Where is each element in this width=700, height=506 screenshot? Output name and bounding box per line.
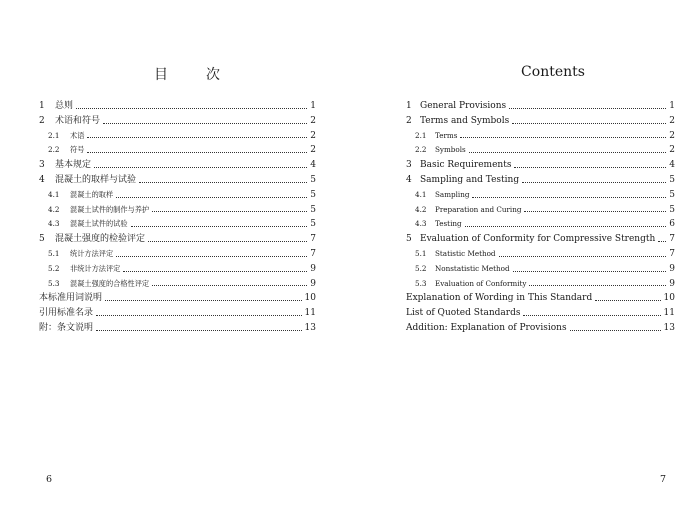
- toc-entry-page: 5: [310, 174, 316, 185]
- toc-entry-label: 混凝土试件的试验: [70, 219, 128, 229]
- toc-entry-page: 9: [310, 263, 316, 274]
- page-title-chinese: [36, 64, 338, 84]
- toc-entry-page: 1: [669, 101, 675, 111]
- toc-entry-number: 5.1: [48, 248, 60, 258]
- toc-entry: [406, 114, 675, 129]
- toc-list-english: [406, 99, 675, 336]
- toc-entry-page: 7: [310, 248, 316, 259]
- toc-entry-page: 13: [663, 322, 675, 333]
- toc-entry: [406, 173, 675, 188]
- toc-entry-label: 总则: [55, 101, 74, 111]
- toc-entry-label: 混凝土强度的合格性评定: [70, 278, 150, 288]
- toc-entry-label: 基本规定: [55, 160, 92, 171]
- toc-entry-label: 混凝土的取样: [70, 189, 114, 199]
- toc-entry: [39, 232, 316, 247]
- toc-entry-page: 4: [669, 160, 675, 171]
- toc-entry-number: 5.2: [48, 263, 60, 273]
- toc-entry-label: 引用标准名录: [39, 308, 94, 319]
- toc-entry-label: 混凝土强度的检验评定: [55, 234, 146, 245]
- toc-entry-page: 2: [310, 130, 316, 141]
- toc-entry-page: 2: [310, 115, 316, 126]
- toc-entry-number: 5: [406, 234, 412, 245]
- toc-entry-number: 1: [39, 101, 45, 111]
- toc-entry-label: 术语和符号: [55, 115, 101, 126]
- toc-entry-number: 5.3: [415, 278, 427, 288]
- toc-entry-page: 7: [669, 248, 675, 259]
- toc-entry-number: 4.2: [415, 204, 427, 214]
- toc-entry: [39, 262, 316, 277]
- toc-entry-label: Basic Requirements: [420, 160, 512, 171]
- toc-entry-label: Terms: [435, 130, 458, 140]
- toc-leader-dots: [460, 137, 666, 138]
- toc-entry-label: List of Quoted Standards: [406, 308, 521, 319]
- toc-entry-number: 4.2: [48, 204, 60, 214]
- right-page: [350, 0, 700, 506]
- toc-leader-dots: [148, 241, 307, 242]
- toc-leader-dots: [94, 167, 307, 168]
- toc-entry-label: Sampling and Testing: [420, 174, 520, 185]
- toc-entry-label: 非统计方法评定: [70, 263, 121, 273]
- toc-leader-dots: [152, 211, 307, 212]
- toc-entry-number: 5: [39, 234, 45, 245]
- toc-leader-dots: [472, 197, 666, 198]
- toc-leader-dots: [512, 123, 666, 124]
- toc-entry: [406, 143, 675, 158]
- toc-leader-dots: [105, 300, 302, 301]
- toc-leader-dots: [514, 167, 666, 168]
- toc-entry: [39, 291, 316, 306]
- page-number: 6: [46, 474, 53, 485]
- toc-entry: [39, 277, 316, 292]
- toc-entry-page: 9: [669, 278, 675, 289]
- toc-entry-label: Terms and Symbols: [420, 115, 510, 126]
- toc-entry-label: General Provisions: [420, 101, 507, 111]
- toc-entry-label: Evaluation of Conformity: [435, 278, 527, 288]
- toc-entry-number: 2.2: [415, 145, 427, 155]
- toc-entry-label: 术语: [70, 130, 85, 140]
- toc-entry-label: Symbols: [435, 145, 466, 155]
- toc-entry-page: 4: [310, 160, 316, 171]
- toc-leader-dots: [116, 197, 307, 198]
- toc-entry-label: Testing: [435, 219, 462, 229]
- toc-entry-number: 4: [406, 174, 412, 185]
- toc-leader-dots: [103, 123, 307, 124]
- toc-entry-label: Nonstatistic Method: [435, 263, 510, 273]
- toc-entry-number: 2: [406, 115, 412, 126]
- toc-leader-dots: [570, 330, 661, 331]
- toc-leader-dots: [87, 137, 307, 138]
- toc-entry: [406, 277, 675, 292]
- toc-entry-number: 5.2: [415, 263, 427, 273]
- toc-entry: [406, 203, 675, 218]
- toc-entry: [406, 158, 675, 173]
- toc-entry-label: Statistic Method: [435, 248, 496, 258]
- toc-entry-label: Addition: Explanation of Provisions: [406, 322, 567, 333]
- toc-entry-number: 2.1: [48, 130, 60, 140]
- toc-entry: [39, 143, 316, 158]
- toc-entry-page: 2: [669, 145, 675, 156]
- toc-entry-number: 4: [39, 174, 45, 185]
- toc-entry-page: 2: [669, 115, 675, 126]
- toc-entry-number: 2.1: [415, 130, 427, 140]
- toc-entry: [39, 114, 316, 129]
- toc-entry-page: 5: [310, 219, 316, 230]
- toc-entry-page: 9: [669, 263, 675, 274]
- toc-entry-page: 5: [669, 189, 675, 200]
- toc-leader-dots: [96, 315, 302, 316]
- toc-entry: [39, 217, 316, 232]
- toc-entry-number: 2.2: [48, 145, 60, 155]
- toc-entry: [39, 158, 316, 173]
- toc-entry-number: 4.3: [415, 219, 427, 229]
- toc-entry-label: 本标准用词说明: [39, 293, 103, 304]
- toc-entry-page: 5: [669, 174, 675, 185]
- toc-entry: [406, 262, 675, 277]
- toc-entry-page: 6: [669, 219, 675, 230]
- toc-entry-page: 7: [669, 234, 675, 245]
- toc-entry-number: 1: [406, 101, 412, 111]
- toc-leader-dots: [509, 108, 666, 109]
- toc-entry-label: 混凝土试件的制作与养护: [70, 204, 150, 214]
- toc-leader-dots: [76, 108, 307, 109]
- toc-entry: [39, 306, 316, 321]
- toc-entry-number: 5.3: [48, 278, 60, 288]
- toc-leader-dots: [87, 152, 307, 153]
- toc-entry-label: Explanation of Wording in This Standard: [406, 293, 593, 304]
- toc-entry: [406, 232, 675, 247]
- toc-leader-dots: [96, 330, 302, 331]
- toc-entry-label: Preparation and Curing: [435, 204, 522, 214]
- toc-leader-dots: [116, 256, 307, 257]
- toc-entry: [39, 203, 316, 218]
- toc-entry-label: 混凝土的取样与试验: [55, 174, 137, 185]
- toc-entry-page: 9: [310, 278, 316, 289]
- toc-entry-number: 4.1: [48, 189, 60, 199]
- toc-entry-page: 11: [663, 308, 675, 319]
- toc-list-chinese: [39, 99, 316, 336]
- toc-leader-dots: [522, 182, 666, 183]
- toc-entry-label: 统计方法评定: [70, 248, 114, 258]
- toc-entry: [39, 247, 316, 262]
- toc-leader-dots: [469, 152, 667, 153]
- toc-entry: [406, 306, 675, 321]
- toc-leader-dots: [529, 285, 666, 286]
- toc-entry: [39, 188, 316, 203]
- toc-entry-page: 2: [669, 130, 675, 141]
- toc-entry-page: 7: [310, 234, 316, 245]
- toc-entry-page: 5: [669, 204, 675, 215]
- toc-entry-label: 符号: [70, 145, 85, 155]
- page-title-english: Contents: [521, 64, 585, 80]
- toc-entry-page: 10: [663, 293, 675, 304]
- toc-entry-page: 13: [304, 322, 316, 333]
- toc-entry-page: 5: [310, 189, 316, 200]
- toc-entry: [39, 129, 316, 144]
- title-char-2: 次: [206, 67, 220, 83]
- toc-entry-page: 10: [304, 293, 316, 304]
- toc-entry-number: 3: [406, 160, 412, 171]
- toc-entry: [39, 321, 316, 336]
- toc-entry: [39, 99, 316, 114]
- toc-entry: [406, 247, 675, 262]
- toc-entry-number: 3: [39, 160, 45, 171]
- toc-entry: [406, 129, 675, 144]
- toc-leader-dots: [523, 315, 660, 316]
- toc-entry: [406, 291, 675, 306]
- page-number: 7: [660, 474, 667, 485]
- toc-leader-dots: [139, 182, 307, 183]
- toc-entry-page: 1: [310, 101, 316, 111]
- toc-entry-number: 5.1: [415, 248, 427, 258]
- toc-leader-dots: [658, 241, 666, 242]
- toc-leader-dots: [499, 256, 667, 257]
- toc-entry-label: Sampling: [435, 189, 470, 199]
- toc-leader-dots: [152, 285, 307, 286]
- toc-leader-dots: [465, 226, 667, 227]
- toc-entry-page: 11: [304, 308, 316, 319]
- toc-leader-dots: [595, 300, 660, 301]
- toc-entry-number: 2: [39, 115, 45, 126]
- toc-entry-number: 4.1: [415, 189, 427, 199]
- toc-entry-label: Evaluation of Conformity for Compressive Strength: [420, 234, 656, 245]
- toc-leader-dots: [131, 226, 308, 227]
- toc-entry-page: 5: [310, 204, 316, 215]
- toc-entry: [406, 99, 675, 114]
- toc-entry: [406, 321, 675, 336]
- toc-entry: [406, 188, 675, 203]
- toc-entry-number: 4.3: [48, 219, 60, 229]
- toc-entry-label: 附：条文说明: [39, 322, 94, 333]
- title-char-1: 目: [154, 67, 168, 83]
- toc-entry: [39, 173, 316, 188]
- toc-entry: [406, 217, 675, 232]
- toc-leader-dots: [524, 211, 666, 212]
- toc-entry-page: 2: [310, 145, 316, 156]
- toc-leader-dots: [123, 271, 307, 272]
- toc-leader-dots: [513, 271, 667, 272]
